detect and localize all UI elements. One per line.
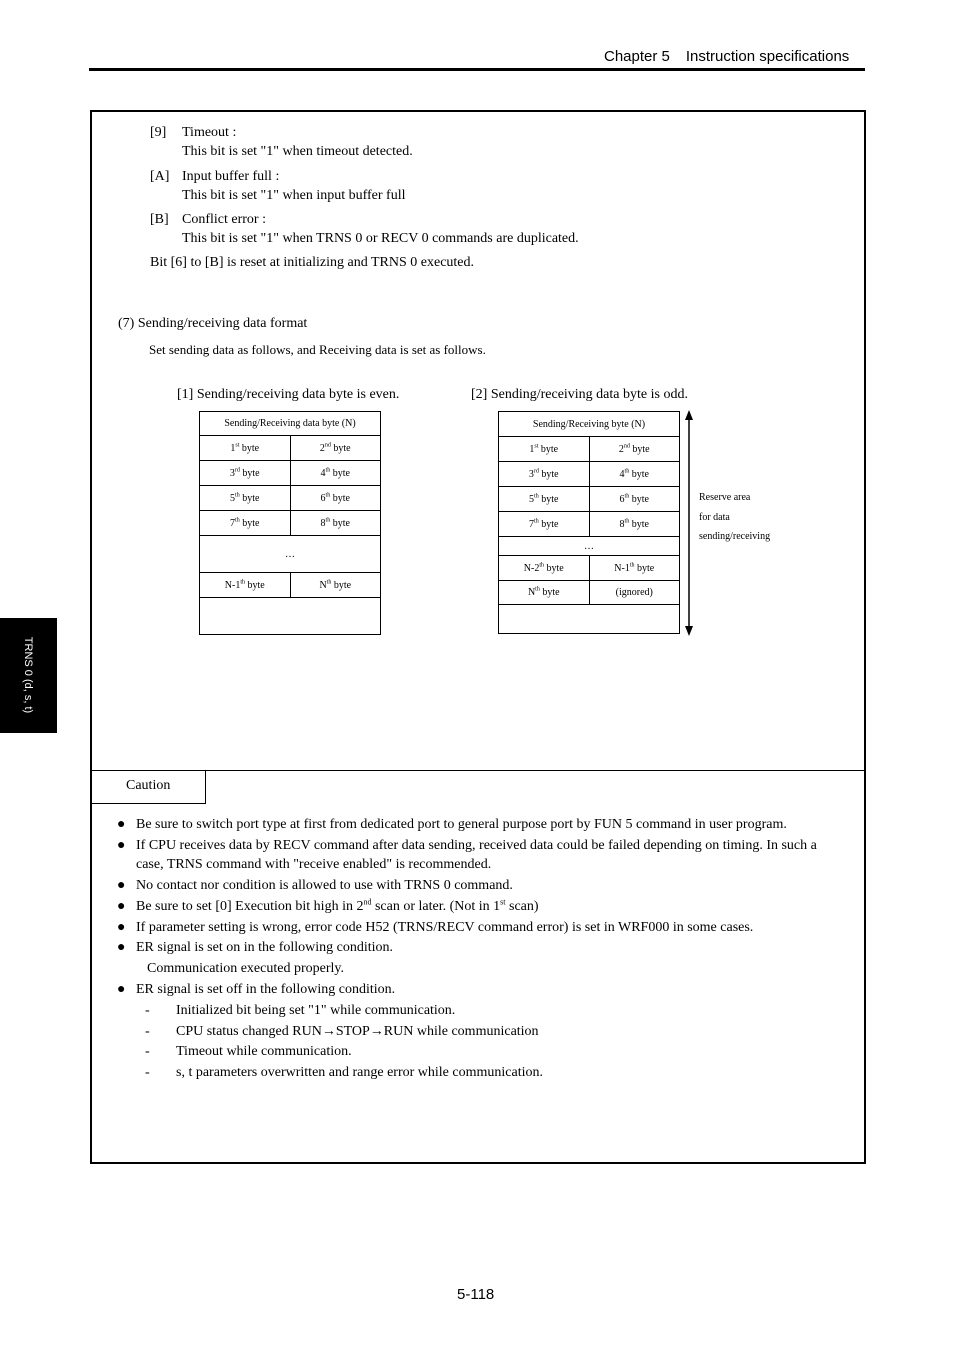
caution-item-2-line-1: If CPU receives data by RECV command after data sending, received data could be failed depending on timing. In such a (136, 838, 817, 853)
table-cell: 8th byte (290, 511, 381, 536)
section-7-intro: Set sending data as follows, and Receiving data is set as follows. (149, 342, 486, 357)
caution-item-7-sub-3: Timeout while communication. (176, 1044, 352, 1059)
table-cell: 2nd byte (589, 437, 680, 462)
table-row (200, 436, 381, 461)
reset-note: Bit [6] to [B] is reset at initializing and TRNS 0 executed. (150, 255, 475, 270)
table-row (200, 511, 381, 536)
bullet-dot: ● (117, 878, 126, 893)
bullet-dot: ● (117, 920, 126, 935)
table-empty-row (499, 605, 680, 634)
table-cell: 6th byte (589, 487, 680, 512)
table-row (499, 512, 680, 537)
table-row (499, 437, 680, 462)
caution-item-3: No contact nor condition is allowed to use with TRNS 0 command. (136, 878, 513, 893)
even-caption: [1] Sending/receiving data byte is even. (177, 387, 400, 402)
dash-marker: - (145, 1003, 150, 1018)
caution-item-6-sub: Communication executed properly. (147, 961, 344, 976)
chapter-label: Chapter 5 (604, 48, 670, 65)
table-cell: 4th byte (290, 461, 381, 486)
caution-item-7-sub-4: s, t parameters overwritten and range error while communication. (176, 1065, 543, 1080)
caution-item-7: ER signal is set off in the following condition. (136, 982, 396, 997)
dash-marker: - (145, 1024, 150, 1039)
chapter-title: Instruction specifications (685, 48, 850, 65)
table-row (499, 462, 680, 487)
reserve-area-label: Reserve area for data sending/receiving (699, 492, 771, 542)
table-cell: 6th byte (290, 486, 381, 511)
table-cell: 5th byte (499, 487, 590, 512)
table-row (499, 581, 680, 605)
table-cell: 7th byte (200, 511, 291, 536)
odd-byte-table (498, 411, 680, 634)
dash-marker: - (145, 1065, 150, 1080)
even-byte-table (199, 411, 381, 635)
caution-item-1: Be sure to switch port type at first from dedicated port to general purpose port by FUN 5 command in user program. (136, 817, 787, 832)
dash-marker: - (145, 1044, 150, 1059)
table-cell: 5th byte (200, 486, 291, 511)
side-tab-label: TRNS 0 (d, s, t) (22, 636, 34, 714)
table-row (499, 487, 680, 512)
caution-item-7-sub-1: Initialized bit being set "1" while communication. (176, 1003, 456, 1018)
table-row (499, 556, 680, 581)
bit-b-name: Conflict error : (182, 212, 266, 227)
bit-9-desc: This bit is set "1" when timeout detected. (182, 144, 413, 159)
even-table-header: Sending/Receiving data byte (N) (200, 412, 381, 436)
table-row (200, 486, 381, 511)
caution-item-5: If parameter setting is wrong, error code H52 (TRNS/RECV command error) is set in WRF000 in some cases. (136, 920, 754, 935)
table-cell: 4th byte (589, 462, 680, 487)
table-row (200, 461, 381, 486)
bit-9-name: Timeout : (182, 125, 237, 140)
caution-item-2-line-2: case, TRNS command with "receive enabled" is recommended. (136, 857, 492, 872)
table-cell: 1st byte (499, 437, 590, 462)
table-cell: N-2th byte (499, 556, 590, 581)
table-empty-row (200, 598, 381, 635)
caution-item-6: ER signal is set on in the following condition. (136, 940, 394, 955)
odd-table-header: Sending/Receiving byte (N) (499, 412, 680, 437)
caution-divider (92, 770, 864, 771)
bit-b-tag: [B] (150, 212, 169, 227)
table-cell: 2nd byte (290, 436, 381, 461)
table-cell: N-1th byte (200, 573, 291, 598)
table-cell: (ignored) (589, 581, 680, 605)
table-cell: 1st byte (200, 436, 291, 461)
table-cell: 8th byte (589, 512, 680, 537)
bullet-dot: ● (117, 838, 126, 853)
header-rule (89, 68, 865, 71)
table-cell: $N^{th}$ byte (499, 581, 590, 605)
bit-9-tag: [9] (150, 125, 167, 140)
section-7-title: (7) Sending/receiving data format (118, 316, 308, 331)
table-row (200, 573, 381, 598)
bit-a-name: Input buffer full : (182, 169, 280, 184)
page-number: 5-118 (457, 1286, 495, 1303)
bullet-dot: ● (117, 817, 126, 832)
caution-item-4: Be sure to set [0] Execution bit high in 2nd scan or later. (Not in 1st scan) (136, 897, 539, 914)
double-arrow-icon (683, 410, 695, 636)
caution-item-7-sub-2: CPU status changed RUN→STOP→RUN while communication (176, 1024, 539, 1039)
table-cell: $N^{th}$ byte (290, 573, 381, 598)
caution-label: Caution (126, 778, 171, 793)
bit-a-tag: [A] (150, 169, 170, 184)
table-ellipsis: … (499, 537, 680, 556)
bullet-dot: ● (117, 899, 126, 914)
table-cell: 7th byte (499, 512, 590, 537)
table-cell: 3rd byte (200, 461, 291, 486)
odd-caption: [2] Sending/receiving data byte is odd. (471, 387, 688, 402)
page-header (604, 48, 849, 65)
bit-b-desc: This bit is set "1" when TRNS 0 or RECV 0 commands are duplicated. (182, 231, 579, 246)
bit-a-desc: This bit is set "1" when input buffer full (182, 188, 406, 203)
bullet-dot: ● (117, 982, 126, 997)
table-ellipsis: … (200, 536, 381, 573)
table-cell: 3rd byte (499, 462, 590, 487)
table-cell: N-1th byte (589, 556, 680, 581)
bullet-dot: ● (117, 940, 126, 955)
